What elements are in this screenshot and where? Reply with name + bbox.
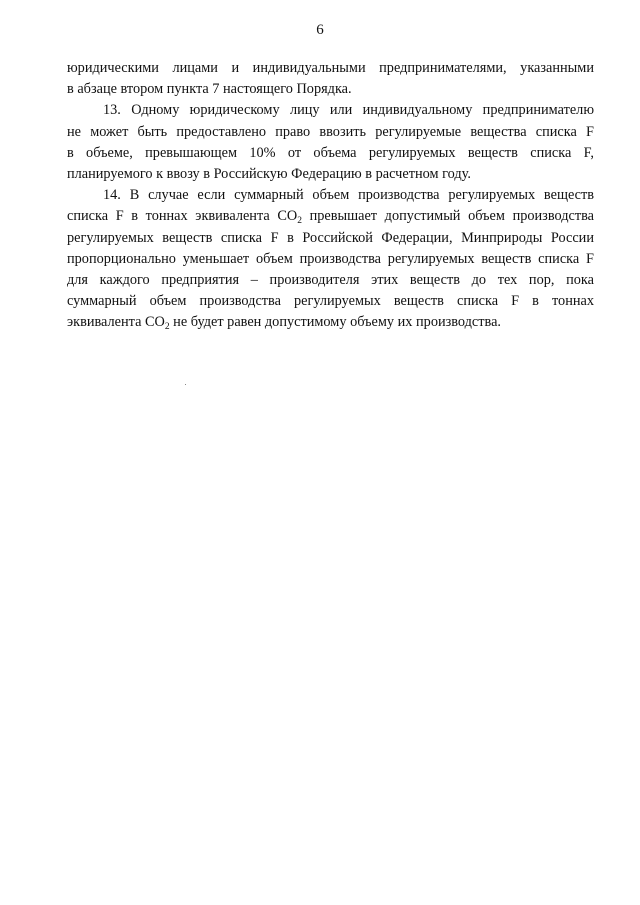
text-segment: списка F в тоннах эквивалента CO — [67, 208, 298, 225]
scan-artifact — [185, 384, 186, 385]
subscript-2: 2 — [297, 216, 302, 227]
paragraph-12-continuation — [67, 58, 594, 100]
text-line: пропорционально уменьшает объем производства регулируемых веществ списка F — [67, 250, 594, 267]
text-line-with-subscript — [67, 206, 594, 227]
text-line: юридическими лицами и индивидуальными предпринимателями, указанными — [67, 60, 594, 76]
document-body — [67, 58, 594, 333]
text-line: в объеме, превышающем 10% от объема регулируемых веществ списка F, — [67, 144, 594, 161]
text-line: не может быть предоставлено право ввозить регулируемые вещества списка F — [67, 123, 594, 140]
text-line: 14. В случае если суммарный объем производства регулируемых веществ — [103, 187, 594, 204]
text-line: регулируемых веществ списка F в Российской Федерации, Минприроды России — [67, 229, 594, 246]
text-line: для каждого предприятия – производителя этих веществ до тех пор, пока — [67, 271, 594, 288]
text-line: планируемого к ввозу в Российскую Федерацию в расчетном году. — [67, 165, 471, 182]
text-segment: не будет равен допустимому объему их производства. — [169, 314, 501, 331]
page-number: 6 — [316, 22, 324, 38]
paragraph-13 — [67, 100, 594, 185]
text-line: в абзаце втором пункта 7 настоящего Порядка. — [67, 81, 352, 98]
text-line: суммарный объем производства регулируемых веществ списка F в тоннах — [67, 293, 594, 310]
subscript-2: 2 — [164, 322, 170, 333]
text-segment: эквивалента CO — [67, 314, 165, 331]
text-line: 13. Одному юридическому лицу или индивидуальному предпринимателю — [103, 102, 594, 119]
paragraph-14 — [67, 185, 594, 333]
text-segment: превышает допустимый объем производства — [301, 208, 594, 225]
text-line-with-subscript — [67, 312, 594, 333]
